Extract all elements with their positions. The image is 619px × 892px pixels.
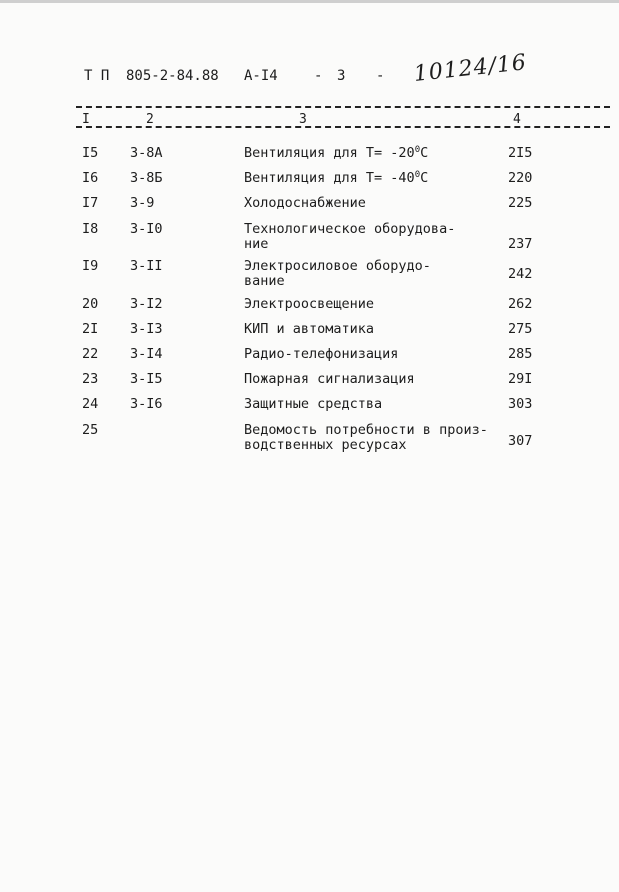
column-number: 2	[146, 112, 154, 127]
section-title-line: Пожарная сигнализация	[244, 371, 415, 387]
section-title	[244, 171, 494, 188]
row-number: 20	[82, 296, 99, 312]
page-number: 3	[337, 68, 346, 84]
degree-superscript: 0	[414, 145, 421, 155]
sheet-designation: 3-9	[130, 195, 155, 211]
section-title-line: ние	[244, 236, 269, 252]
section-title	[244, 322, 494, 337]
page-reference: 237	[508, 236, 533, 252]
header-dash: -	[376, 68, 385, 84]
column-number: I	[82, 112, 90, 127]
series-label: Т П	[84, 68, 110, 84]
page-reference: 275	[508, 321, 533, 337]
page-reference: 29I	[508, 371, 533, 387]
page-reference: 242	[508, 266, 533, 282]
section-title-line: Радио-телефонизация	[244, 346, 399, 362]
section-title-line: водственных ресурсах	[244, 437, 407, 453]
page-top-edge	[0, 0, 619, 3]
section-title-line: вание	[244, 273, 285, 289]
sheet-designation: 3-II	[130, 258, 163, 274]
column-number: 4	[513, 112, 521, 127]
row-number: 25	[82, 422, 99, 438]
section-title-line: КИП и автоматика	[244, 321, 375, 337]
page-reference: 307	[508, 433, 533, 449]
row-number: 2I	[82, 321, 99, 337]
section-title-line: Холодоснабжение	[244, 195, 366, 211]
page-reference: 225	[508, 195, 533, 211]
sheet-designation: 3-I4	[130, 346, 163, 362]
degree-superscript: 0	[414, 170, 421, 180]
table-header-rule	[76, 126, 610, 128]
section-title	[244, 222, 494, 252]
section-title-unit: С	[420, 170, 429, 186]
section-title	[244, 297, 494, 312]
section-title	[244, 259, 494, 289]
section-title	[244, 196, 494, 211]
section-title-line: Защитные средства	[244, 396, 383, 412]
section-title-line: Ведомость потребности в произ-	[244, 422, 488, 438]
document-header	[0, 50, 619, 88]
section-title-line: Вентиляция для Т= -40	[244, 170, 415, 186]
sheet-designation: 3-8А	[130, 145, 163, 161]
row-number: 22	[82, 346, 99, 362]
sheet-designation: 3-I6	[130, 396, 163, 412]
handwritten-inventory-number: 10124/16	[412, 50, 529, 87]
row-number: I5	[82, 145, 99, 161]
table-top-rule	[76, 106, 610, 108]
section-title	[244, 347, 494, 362]
row-number: I9	[82, 258, 99, 274]
page-reference: 2I5	[508, 145, 533, 161]
sheet-designation: 3-8Б	[130, 170, 163, 186]
section-title	[244, 397, 494, 412]
page-reference: 220	[508, 170, 533, 186]
sheet-designation: 3-I5	[130, 371, 163, 387]
row-number: I8	[82, 221, 99, 237]
section-title-line: Электросиловое оборудо-	[244, 258, 431, 274]
section-title-line: Технологическое оборудова-	[244, 221, 456, 237]
column-number-row	[0, 112, 619, 132]
page-reference: 285	[508, 346, 533, 362]
header-dash: -	[314, 68, 323, 84]
column-number: 3	[299, 112, 307, 127]
row-number: 24	[82, 396, 99, 412]
row-number: 23	[82, 371, 99, 387]
section-title	[244, 423, 494, 453]
sheet-designation: 3-I0	[130, 221, 163, 237]
page-reference: 303	[508, 396, 533, 412]
row-number: I6	[82, 170, 99, 186]
row-number: I7	[82, 195, 99, 211]
section-title-line: Вентиляция для Т= -20	[244, 145, 415, 161]
page-reference: 262	[508, 296, 533, 312]
section-title	[244, 146, 494, 163]
sheet-designation: 3-I2	[130, 296, 163, 312]
project-code: 805-2-84.88	[126, 68, 219, 84]
section-title-line: Электроосвещение	[244, 296, 375, 312]
album-label: А-I4	[244, 68, 278, 84]
section-title-unit: С	[420, 145, 429, 161]
sheet-designation: 3-I3	[130, 321, 163, 337]
section-title	[244, 372, 494, 387]
